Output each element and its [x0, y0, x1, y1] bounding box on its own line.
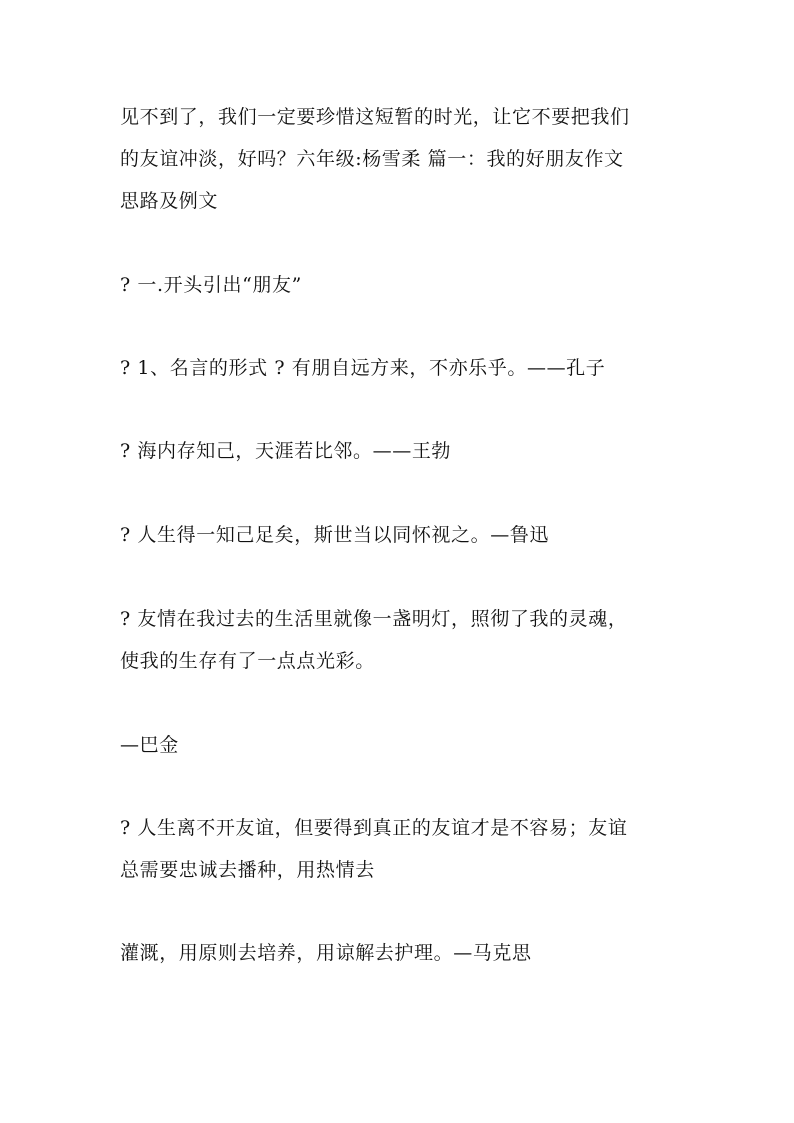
text-line: 使我的生存有了一点点光彩。 — [120, 650, 375, 672]
paragraph-author-bajin — [120, 724, 680, 766]
text-line: ? 一.开头引出“朋友” — [120, 274, 302, 296]
paragraph-opening — [120, 96, 680, 222]
text-line: ? 海内存知己，天涯若比邻。——王勃 — [120, 440, 452, 462]
text-line: 灌溉，用原则去培养，用谅解去护理。—马克思 — [120, 942, 532, 964]
text-line: ? 1、名言的形式 ? 有朋自远方来，不亦乐乎。——孔子 — [120, 357, 606, 379]
text-line: 总需要忠诚去播种，用热情去 — [120, 859, 375, 881]
paragraph-quote-bajin — [120, 598, 680, 682]
paragraph-quote-confucius — [120, 347, 680, 389]
text-line: 见不到了，我们一定要珍惜这短暂的时光，让它不要把我们 — [120, 106, 630, 128]
paragraph-quote-marx-end — [120, 932, 680, 974]
text-line: 的友谊冲淡，好吗？六年级:杨雪柔 篇一：我的好朋友作文 — [120, 148, 624, 170]
paragraph-quote-luxun — [120, 514, 680, 556]
text-line: ? 人生离不开友谊，但要得到真正的友谊才是不容易；友谊 — [120, 817, 628, 839]
paragraph-quote-marx — [120, 807, 680, 891]
text-line: —巴金 — [120, 734, 179, 756]
text-line: 思路及例文 — [120, 190, 219, 212]
text-line: ? 人生得一知己足矣，斯世当以同怀视之。—鲁迅 — [120, 524, 550, 546]
text-line: ? 友情在我过去的生活里就像一盏明灯，照彻了我的灵魂， — [120, 608, 628, 630]
paragraph-quote-wangbo — [120, 430, 680, 472]
paragraph-section-heading — [120, 264, 680, 306]
